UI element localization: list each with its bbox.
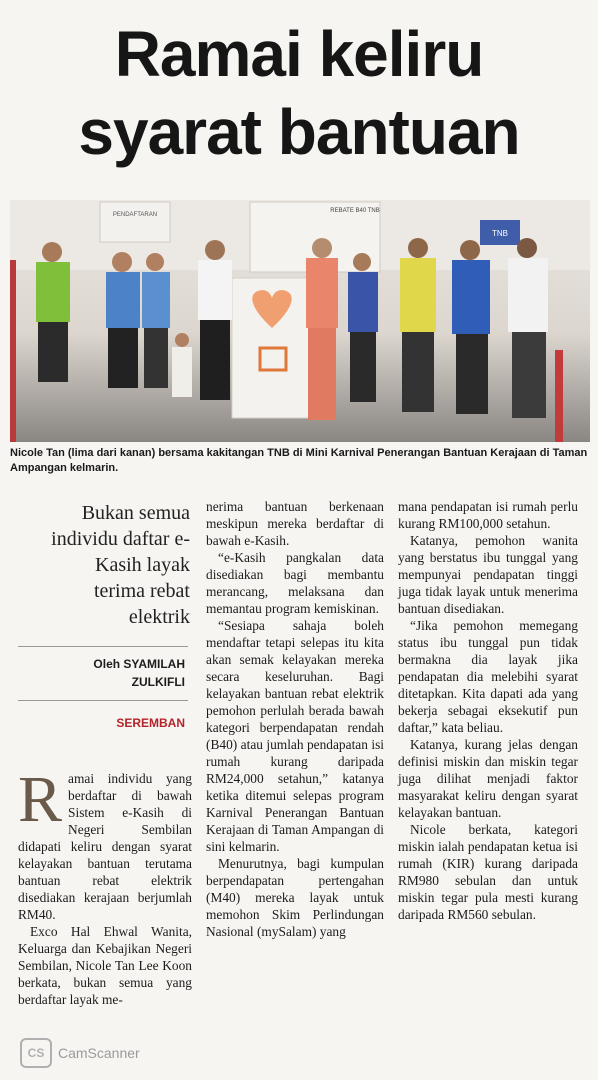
dateline: SEREMBAN — [116, 716, 185, 730]
paragraph: Katanya, kurang jelas dengan definisi miskin dan miskin tegar juga dilihat menjadi faktor masyarakat keliru dengan syarat kelayakan bantuan. — [398, 737, 578, 820]
paragraph: Katanya, pemohon wanita yang berstatus ibu tunggal yang mempunyai pendapatan tinggi juga tidak layak untuk menerima bantuan disediakan. — [398, 533, 578, 616]
byline-line1: Oleh SYAMILAH — [93, 657, 185, 671]
photo-sign-3: TNB — [492, 229, 508, 238]
paragraph: “e-Kasih pangkalan data disediakan bagi membantu merancang, melaksana dan memantau program kemiskinan. — [206, 550, 384, 616]
paragraph: “Jika pemohon memegang status ibu tunggal pun tidak bermakna dia layak jika pendapatan dia melebihi syarat ditetapkan. Kita dapati ada yang bekerja sebagai eksekutif pun daftar,” kata beliau. — [398, 618, 578, 735]
drop-cap: R — [18, 763, 63, 836]
divider-top — [18, 646, 188, 647]
group-photo-illustration — [10, 200, 590, 442]
paragraph: amai individu yang berdaftar di bawah Sistem e-Kasih di Negeri Sembilan didapati keliru dengan syarat kelayakan bantuan terutama bantuan rebat elektrik disediakan kerajaan berjumlah RM40. — [18, 771, 192, 922]
paragraph: nerima bantuan berkenaan meskipun mereka berdaftar di bawah e-Kasih. — [206, 499, 384, 548]
photo-sign-2: REBATE B40 TNB — [330, 208, 380, 214]
article-column-2 — [206, 498, 384, 940]
camscanner-watermark — [20, 1038, 140, 1068]
article-column-3 — [398, 498, 578, 923]
article-column-1 — [18, 763, 192, 1008]
headline-line1: Ramai keliru — [114, 18, 484, 90]
byline-line2: ZULKIFLI — [131, 675, 185, 689]
paragraph: Nicole berkata, kategori miskin ialah pendapatan ketua isi rumah (KIR) kurang daripada RM980 sebulan dan untuk miskin tegar pula mesti kurang daripada RM560 sebulan. — [398, 822, 578, 922]
paragraph: Exco Hal Ehwal Wanita, Keluarga dan Kebajikan Negeri Sembilan, Nicole Tan Lee Koon berkata, bukan semua yang berdaftar layak me- — [18, 924, 192, 1007]
paragraph: “Sesiapa sahaja boleh mendaftar tetapi selepas itu kita akan semak kelayakan mereka secara keseluruhan. Bagi kelayakan bantuan rebat elektrik pemohon perlulah berada bawah kategori berpendapatan rendah (B40) atau jumlah pendapatan isi rumah kurang daripada RM24,000 setahun,” katanya ketika ditemui selepas program Karnival Penerangan Bantuan Kerajaan di Taman Ampangan di sini kelmarin. — [206, 618, 384, 854]
paragraph: mana pendapatan isi rumah perlu kurang RM100,000 setahun. — [398, 499, 578, 531]
camscanner-label: CamScanner — [58, 1045, 140, 1061]
byline — [40, 655, 185, 691]
photo-caption: Nicole Tan (lima dari kanan) bersama kakitangan TNB di Mini Karnival Penerangan Bantuan Kerajaan di Taman Ampangan kelmarin. — [10, 447, 588, 474]
headline-line2: syarat bantuan — [78, 96, 520, 168]
news-photo — [10, 200, 590, 442]
divider-bottom — [18, 700, 188, 701]
paragraph: Menurutnya, bagi kumpulan berpendapatan pertengahan (M40) mereka layak untuk memohon Skim Perlindungan Nasional (mySalam) yang — [206, 856, 384, 939]
photo-sign-1: PENDAFTARAN — [112, 212, 158, 218]
standfirst: Bukan semua individu daftar e-Kasih layak terima rebat elektrik — [51, 502, 190, 628]
camscanner-icon: CS — [20, 1038, 52, 1068]
